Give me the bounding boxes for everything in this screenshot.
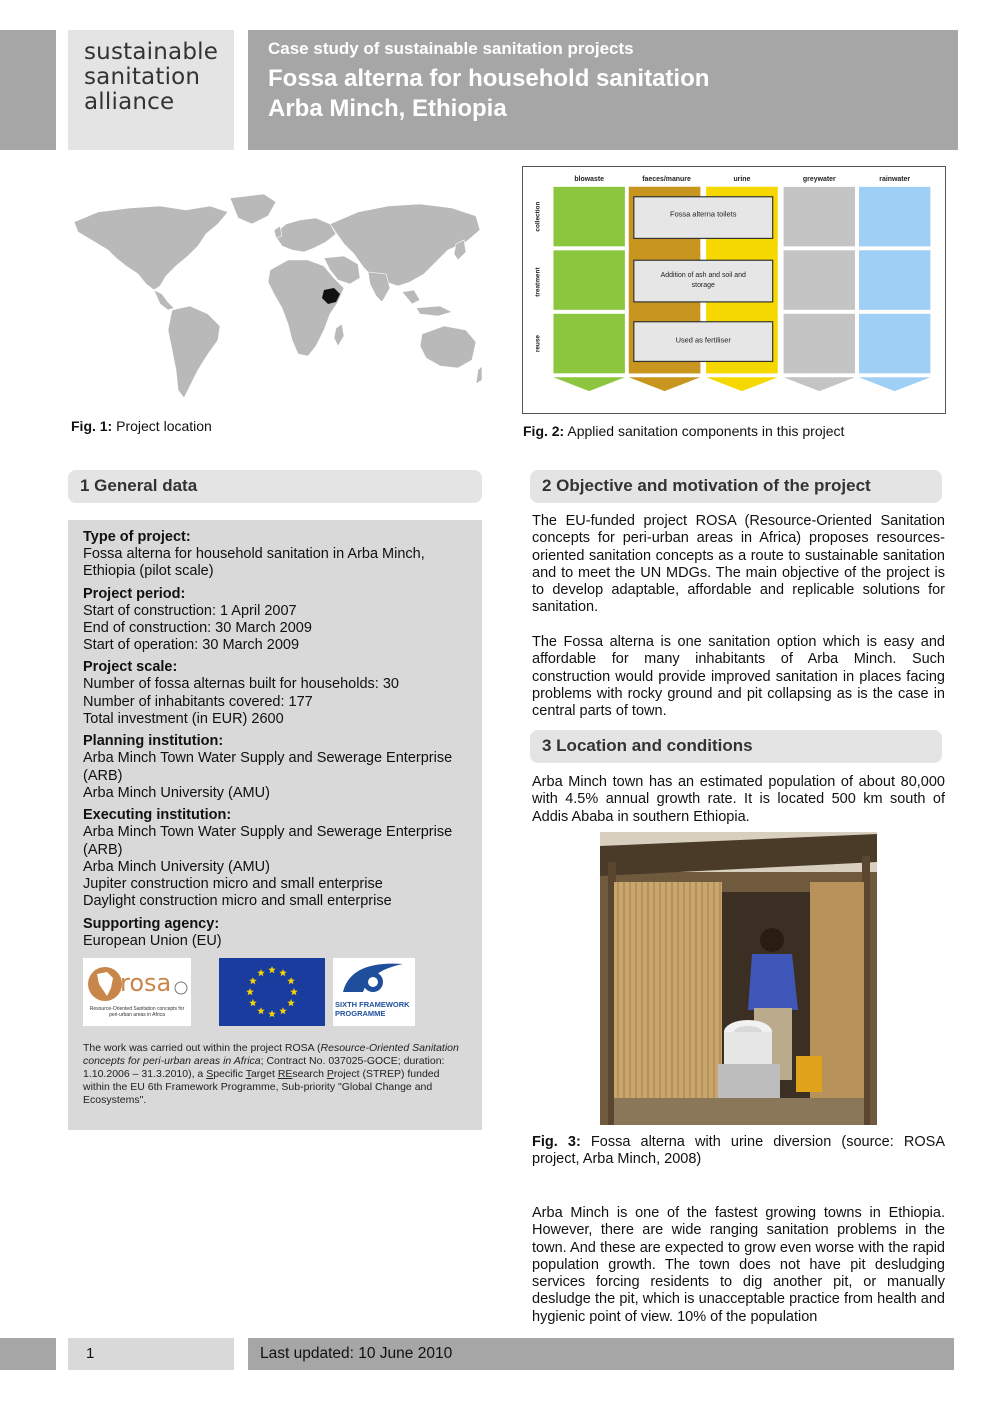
fig3-text: Fossa alterna with urine diversion (source: ROSA project, Arba Minch, 2008): [532, 1134, 945, 1168]
rosa-logo: [83, 958, 191, 1026]
fine-part: roject (STREP) funded within the EU 6th Framework Programme, Sub-priority "Global Change and Ecosystems".: [83, 1068, 440, 1107]
matrix-col-faeces: faeces/manure: [642, 175, 691, 183]
fossa-alterna-photo: [600, 832, 877, 1125]
title-banner: [248, 30, 958, 150]
fine-underline: T: [245, 1068, 251, 1081]
section-objective-heading: 2 Objective and motivation of the project: [530, 470, 942, 503]
general-data-value: Daylight construction micro and small enterprise: [83, 893, 392, 910]
rosa-wordmark: rosa: [120, 969, 172, 998]
fig1-text: Project location: [112, 418, 212, 434]
fine-part: The work was carried out within the project ROSA (: [83, 1042, 321, 1055]
general-data-label: Project scale:: [83, 659, 178, 676]
matrix-arrow-blowaste: [553, 377, 624, 391]
general-data-value: Number of fossa alternas built for households: 30: [83, 676, 399, 693]
location-paragraph-1: Arba Minch town has an estimated population of about 80,000 with 4.5% annual growth rate. It is located 500 km south of Addis Ababa in southern Ethiopia.: [532, 774, 945, 825]
document-title: [268, 64, 958, 124]
objective-paragraph-1: The EU-funded project ROSA (Resource-Oriented Sanitation concepts for peri-urban areas in Africa) proposes resources-oriented sanitation concepts as a route to sustainable sanitation and to meet the UN MDGs. The main objective of the project is to develop adaptable, affordable and replicable solutions for sanitation.: [532, 513, 945, 616]
fig3-label: Fig. 3:: [532, 1134, 581, 1150]
general-data-value: Jupiter construction micro and small enterprise: [83, 876, 383, 893]
matrix-arrow-rainwater: [859, 377, 930, 391]
matrix-cell-blowaste-treatment: [553, 250, 624, 310]
fine-underline: RE: [277, 1068, 293, 1081]
title-line-1: Fossa alterna for household sanitation: [268, 65, 710, 92]
matrix-box-collection: Fossa alterna toilets: [670, 209, 737, 219]
matrix-cell-blowaste-reuse: [553, 314, 624, 374]
fine-part: ; Contract No. 037025-GOCE; duration: 1.10.2006 – 31.3.2010), a: [83, 1055, 445, 1081]
matrix-cell-greywater-reuse: [784, 314, 855, 374]
rosa-tagline: Resource-Oriented Sanitation concepts for peri-urban areas in Africa: [89, 1006, 185, 1019]
footer-left-bar: [0, 1338, 56, 1370]
general-data-value: Arba Minch University (AMU): [83, 858, 270, 875]
logo-line: sanitation: [84, 64, 201, 90]
matrix-box-treatment-2: storage: [691, 282, 715, 290]
general-data-label: Planning institution:: [83, 733, 224, 750]
general-data-label: Supporting agency:: [83, 915, 220, 932]
general-data-value: Arba Minch Town Water Supply and Sewerage Enterprise (ARB): [83, 824, 453, 858]
fine-part: arget: [250, 1068, 278, 1081]
matrix-cell-rainwater-treatment: [859, 250, 930, 310]
page-number: 1: [68, 1338, 234, 1370]
general-data-value: Number of inhabitants covered: 177: [83, 693, 313, 710]
general-data-value: Total investment (in EUR) 2600: [83, 711, 284, 728]
last-updated: Last updated: 10 June 2010: [248, 1338, 954, 1370]
matrix-row-treatment: treatment: [534, 267, 542, 297]
ssa-logo: [68, 30, 234, 150]
matrix-cell-greywater-treatment: [784, 250, 855, 310]
general-data-value: Fossa alterna for household sanitation in Arba Minch, Ethiopia (pilot scale): [83, 546, 425, 580]
fp6-wordmark: SIXTH FRAMEWORK PROGRAMME: [335, 1000, 410, 1019]
funding-note: [83, 1042, 468, 1107]
fp6-emblem-icon: [333, 958, 415, 998]
fine-underline: P: [326, 1068, 334, 1081]
matrix-box-reuse: Used as fertiliser: [675, 335, 731, 345]
matrix-cell-rainwater-collection: [859, 187, 930, 247]
fig3-caption: [532, 1134, 945, 1169]
fine-part: pecific: [213, 1068, 246, 1081]
partner-logos: [83, 958, 468, 1028]
header-left-bar: [0, 30, 56, 150]
section-location-heading: 3 Location and conditions: [530, 730, 942, 763]
general-data-panel: [68, 520, 482, 1130]
matrix-cell-greywater-collection: [784, 187, 855, 247]
fine-part: search: [292, 1068, 327, 1081]
location-paragraph-2: Arba Minch is one of the fastest growing towns in Ethiopia. However, there are wide ranging sanitation problems in the town. And these are expected to grow even worse with the rapid population growth. The town does not have pit desludging services forcing residents to dig another pit, or manually desludge the pit, which is unacceptable practice from health and hygienic point of view. 10% of the population: [532, 1205, 945, 1325]
fig1-label: Fig. 1:: [71, 418, 113, 434]
general-data-value: Arba Minch Town Water Supply and Sewerage Enterprise (ARB): [83, 750, 453, 784]
matrix-col-blowaste: blowaste: [574, 175, 605, 183]
sixth-framework-logo: [333, 958, 415, 1026]
fig2-caption: [523, 423, 844, 440]
general-data-label: Type of project:: [83, 529, 191, 545]
matrix-row-collection: collection: [534, 201, 542, 232]
document-subtitle: Case study of sustainable sanitation projects: [268, 39, 634, 58]
matrix-box-treatment: Addition of ash and soil and: [660, 272, 746, 280]
logo-line: sustainable: [84, 39, 219, 65]
world-map: [68, 190, 483, 405]
fine-underline: S: [206, 1068, 214, 1081]
matrix-row-reuse: reuse: [534, 334, 542, 353]
general-data-value: End of construction: 30 March 2009: [83, 619, 312, 636]
matrix-arrow-greywater: [784, 377, 855, 391]
general-data-value: Arba Minch University (AMU): [83, 784, 270, 801]
eu-flag-icon: [219, 958, 325, 1026]
title-line-2: Arba Minch, Ethiopia: [268, 95, 507, 122]
fig1-caption: [71, 418, 212, 435]
general-data-label: Executing institution:: [83, 807, 232, 824]
objective-paragraph-2: The Fossa alterna is one sanitation option which is easy and affordable for many inhabitants of Arba Minch. Such construction would provide improved sanitation in places facing problems with rocky ground and pit collapsing as is the case in central parts of town.: [532, 634, 945, 720]
general-data-value: Start of construction: 1 April 2007: [83, 602, 297, 619]
general-data-value: European Union (EU): [83, 932, 222, 949]
section-general-data-heading: 1 General data: [68, 470, 482, 503]
matrix-cell-rainwater-reuse: [859, 314, 930, 374]
logo-line: alliance: [84, 89, 175, 115]
matrix-col-greywater: greywater: [802, 175, 836, 183]
fig2-label: Fig. 2:: [523, 423, 565, 439]
fine-italic: Resource-Oriented Sanitation concepts for peri-urban areas in Africa: [83, 1042, 459, 1068]
general-data-label: Project period:: [83, 585, 186, 602]
sanitation-matrix: [522, 166, 946, 414]
matrix-arrow-faeces: [629, 377, 700, 391]
matrix-col-rainwater: rainwater: [879, 175, 911, 183]
general-data-value: Start of operation: 30 March 2009: [83, 637, 300, 654]
matrix-cell-blowaste-collection: [553, 187, 624, 247]
matrix-arrow-urine: [706, 377, 777, 391]
fig2-text: Applied sanitation components in this project: [564, 423, 845, 439]
matrix-col-urine: urine: [733, 175, 751, 183]
